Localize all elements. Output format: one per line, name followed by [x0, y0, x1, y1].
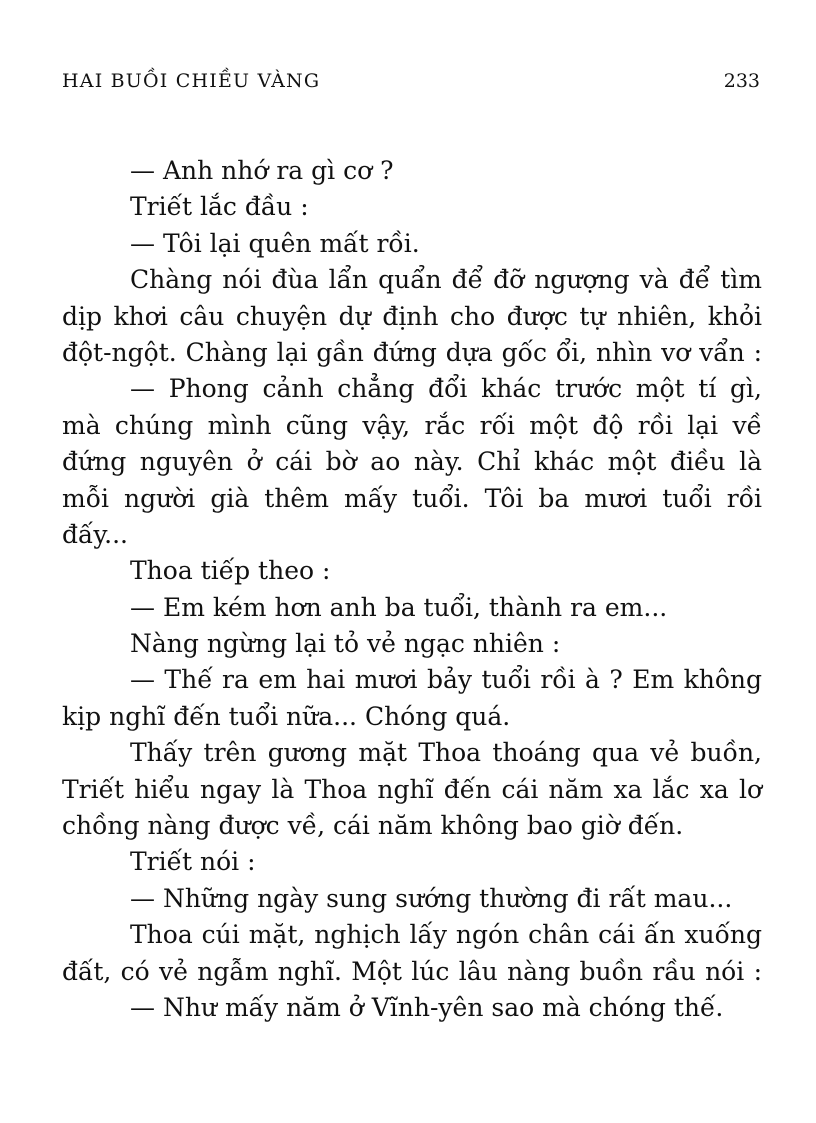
text-line: đấy... — [62, 519, 128, 549]
text-line: kịp nghĩ đến tuổi nữa... Chóng quá. — [62, 701, 511, 731]
text-line: Thoa tiếp theo : — [130, 556, 331, 586]
text-line: Thấy trên gương mặt Thoa thoáng qua vẻ buồn, — [130, 738, 762, 768]
text-line: dịp khơi câu chuyện dự định cho được tự nhiên, khỏi — [62, 301, 762, 331]
running-title: HAI BUỒI CHIỀU VÀNG — [62, 70, 321, 92]
text-line: Triết hiểu ngay là Thoa nghĩ đến cái năm xa lắc xa lơ — [62, 774, 762, 804]
text-line: đột-ngột. Chàng lại gần đứng dựa gốc ổi, nhìn vơ vẩn : — [62, 337, 762, 367]
text-line: — Anh nhớ ra gì cơ ? — [130, 156, 394, 185]
text-line: — Phong cảnh chẳng đổi khác trước một tí gì, — [130, 374, 762, 404]
body-text — [62, 153, 762, 1026]
text-line: Triết lắc đầu : — [130, 192, 309, 222]
text-line: đất, có vẻ ngẫm nghĩ. Một lúc lâu nàng buồn rầu nói : — [62, 956, 762, 986]
text-line: Thoa cúi mặt, nghịch lấy ngón chân cái ấn xuống — [130, 920, 762, 950]
text-line: — Tôi lại quên mất rồi. — [130, 228, 420, 258]
text-line: đứng nguyên ở cái bờ ao này. Chỉ khác một điều là — [62, 447, 762, 477]
text-line: — Những ngày sung sướng thường đi rất mau... — [130, 883, 733, 913]
text-line: mà chúng mình cũng vậy, rắc rối một độ rồi lại về — [62, 410, 762, 440]
text-line: — Thế ra em hai mươi bảy tuổi rồi à ? Em không — [130, 665, 762, 695]
page-number: 233 — [723, 70, 760, 92]
text-line: chồng nàng được về, cái năm không bao giờ đến. — [62, 811, 684, 841]
text-line: — Như mấy năm ở Vĩnh-yên sao mà chóng thế. — [130, 992, 724, 1022]
text-line: Nàng ngừng lại tỏ vẻ ngạc nhiên : — [130, 629, 561, 659]
text-line: Triết nói : — [130, 847, 256, 877]
text-line: — Em kém hơn anh ba tuổi, thành ra em... — [130, 592, 668, 622]
text-line: Chàng nói đùa lẩn quẩn để đỡ ngượng và để tìm — [130, 265, 762, 295]
text-line: mỗi người già thêm mấy tuổi. Tôi ba mươi tuổi rồi — [62, 483, 762, 513]
